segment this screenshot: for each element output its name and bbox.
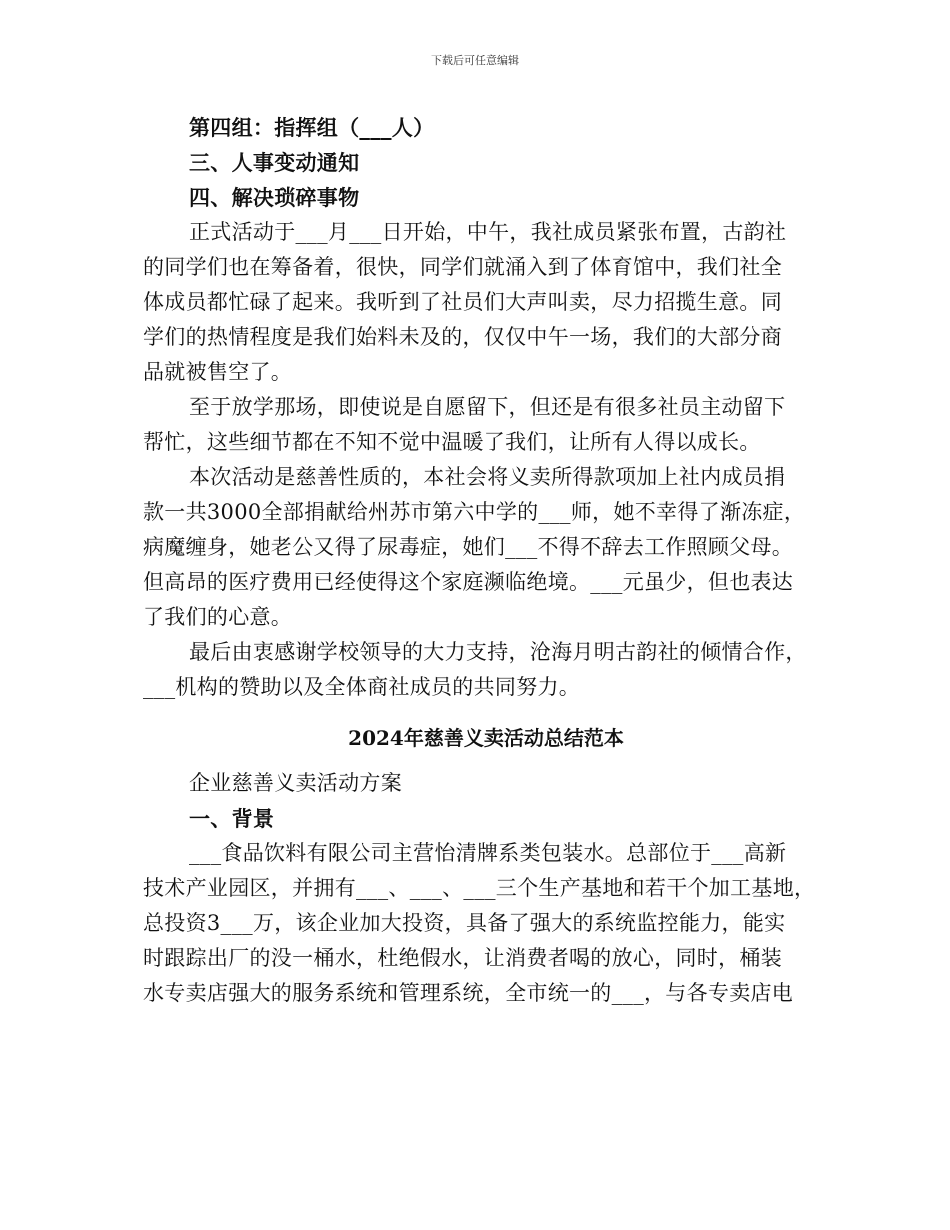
paragraph-line: 时跟踪出厂的没一桶水，杜绝假水，让消费者喝的放心，同时，桶装 xyxy=(143,946,782,970)
paragraph-background xyxy=(143,836,829,1011)
paragraph-line: ___食品饮料有限公司主营怡清牌系类包装水。总部位于___高新 xyxy=(189,841,787,865)
paragraph-line: 体成员都忙碌了起来。我听到了社员们大声叫卖，尽力招揽生意。同 xyxy=(143,290,782,314)
background-heading: 一、背景 xyxy=(189,806,275,831)
paragraph-line: 的同学们也在筹备着，很快，同学们就涌入到了体育馆中，我们社全 xyxy=(143,255,782,279)
paragraph-line: 本次活动是慈善性质的，本社会将义卖所得款项加上社内成员捐 xyxy=(189,465,786,489)
document-subtitle: 企业慈善义卖活动方案 xyxy=(189,771,402,795)
paragraph-line: 水专卖店强大的服务系统和管理系统，全市统一的___，与各专卖店电 xyxy=(143,981,794,1005)
paragraph-line: 病魔缠身，她老公又得了尿毒症，她们___不得不辞去工作照顾父母。 xyxy=(143,535,794,559)
paragraph-line: 技术产业园区，并拥有___、___、___三个生产基地和若干个加工基地， xyxy=(143,876,816,900)
paragraph-line: 至于放学那场，即使说是自愿留下，但还是有很多社员主动留下 xyxy=(189,395,786,419)
paragraph-donation xyxy=(143,460,829,635)
paragraph-activity xyxy=(143,215,829,390)
paragraph-line: 学们的热情程度是我们始料未及的，仅仅中午一场，我们的大部分商 xyxy=(143,325,782,349)
document-body xyxy=(143,110,829,1011)
page-header: 下载后可任意编辑 xyxy=(431,54,519,67)
paragraph-line: 总投资3___万，该企业加大投资，具备了强大的系统监控能力，能实 xyxy=(143,911,786,935)
group-four-heading: 第四组：指挥组（___人） xyxy=(189,115,435,140)
paragraph-line: 但高昂的医疗费用已经使得这个家庭濒临绝境。___元虽少，但也表达 xyxy=(143,570,794,594)
paragraph-thanks xyxy=(143,635,829,705)
paragraph-line: 最后由衷感谢学校领导的大力支持，沧海月明古韵社的倾情合作， xyxy=(189,640,807,664)
paragraph-line: 了我们的心意。 xyxy=(143,605,293,629)
paragraph-line: 帮忙，这些细节都在不知不觉中温暖了我们，让所有人得以成长。 xyxy=(143,430,761,454)
document-title: 2024年慈善义卖活动总结范本 xyxy=(348,726,624,750)
section-four-heading: 四、解决琐碎事物 xyxy=(189,185,360,210)
paragraph-after-school xyxy=(143,390,829,460)
paragraph-line: 品就被售空了。 xyxy=(143,360,293,384)
section-three-heading: 三、人事变动通知 xyxy=(189,150,360,175)
paragraph-line: ___机构的赞助以及全体商社成员的共同努力。 xyxy=(143,675,581,699)
paragraph-line: 正式活动于___月___日开始，中午，我社成员紧张布置，古韵社 xyxy=(189,220,787,244)
paragraph-line: 款一共3000全部捐献给州苏市第六中学的___师，她不幸得了渐冻症， xyxy=(143,500,806,524)
